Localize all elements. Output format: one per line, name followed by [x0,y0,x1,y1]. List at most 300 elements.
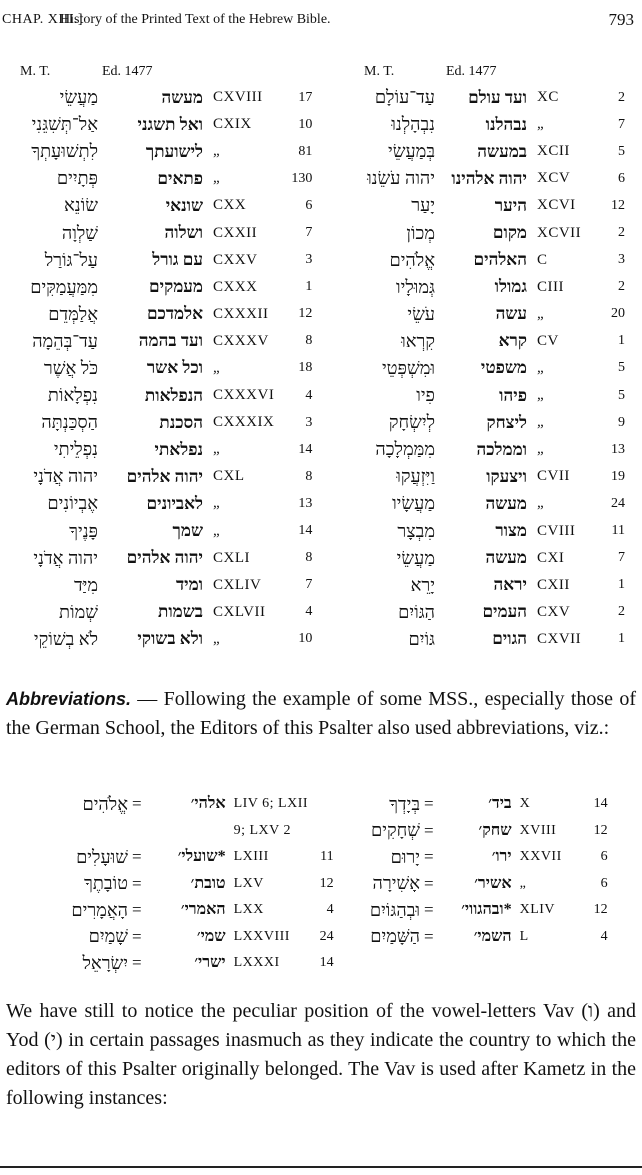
full-form: שׁוּעָלִים [76,846,128,867]
psalm-reference: LXIII [233,849,269,865]
variant-row [10,328,316,355]
verse-number: 7 [305,225,313,241]
variant-row [10,138,316,165]
equals-sign: = [132,926,142,946]
variant-row [10,545,316,572]
verse-number: 13 [298,495,313,511]
variant-row [10,490,316,517]
edition-1477-reading: לישועתך [145,141,203,161]
abbreviation-row [350,871,612,898]
psalm-number: XCII [537,143,570,160]
psalm-reference: LXX [233,902,264,918]
edition-1477-reading: מצור [495,521,527,541]
edition-1477-reading: גמולו [494,277,527,297]
edition-1477-reading: בשמות [157,602,203,622]
masoretic-reading: מִמַּמְלָכָה [375,439,435,460]
psalm-number: „ [213,143,221,160]
verse-number: 8 [305,468,313,484]
psalm-number: CXI [537,549,565,566]
edition-1477-reading: יראה [493,575,527,595]
verse-number [314,818,338,845]
masoretic-reading: עַל־גּוֹרַל [44,249,98,270]
variant-row [10,192,316,219]
variant-row [340,409,629,436]
verse-number: 10 [298,116,313,132]
abbreviated-form: *שועלי׳ [177,848,226,866]
masoretic-reading: קִרְאוּ [401,330,435,351]
variant-row [340,626,629,653]
verse-number: 2 [618,89,625,105]
full-form: הַשָּׁמַיִם [370,926,420,947]
right-variant-table [340,84,629,653]
full-form [40,818,128,845]
edition-1477-reading: העמים [482,602,527,622]
psalm-number: XCVII [537,224,582,241]
psalm-number: CXXXIX [213,414,275,431]
psalm-number: CIII [537,278,564,295]
masoretic-reading: שְׁמוֹת [59,601,98,622]
edition-1477-reading: שונאי [165,195,203,215]
psalm-number: „ [213,522,221,539]
verse-number: 130 [291,170,313,186]
abbreviation-row [350,791,612,818]
right-col-header-ed: Ed. 1477 [446,64,497,79]
equals-sign [128,818,146,845]
variant-row [340,572,629,599]
edition-1477-reading: יהוה אלהים [126,548,203,568]
equals-sign: = [132,794,142,814]
left-variant-table [10,84,316,653]
right-abbreviation-table [350,791,612,950]
psalm-reference: LXV [233,875,264,891]
variant-row [10,436,316,463]
edition-1477-reading: במעשה [477,141,527,161]
abbreviated-form: אשיר׳ [474,874,512,892]
psalm-number: CXIX [213,116,252,133]
edition-1477-reading: הנפלאות [144,385,203,405]
abbreviations-intro: — Following the example of some MSS., especially those of the German School, the Editors of this Psalter also used abbreviations, viz.: [6,688,636,739]
verse-number: 5 [618,360,625,376]
masoretic-reading: נִפְלֵיתִי [53,439,98,460]
variant-row [340,545,629,572]
variant-row [10,518,316,545]
variant-row [10,111,316,138]
masoretic-reading: יָרֵא [410,574,435,595]
psalm-reference: XXVII [519,849,562,865]
verse-number: 8 [305,333,313,349]
masoretic-reading: אֶבְיוֹנִים [47,493,98,514]
abbreviations-paragraph [6,685,636,743]
variant-row [10,274,316,301]
masoretic-reading: שַׁלְוָה [61,222,98,243]
masoretic-reading: גּוֹיִם [408,628,435,649]
masoretic-reading: יהוה אֲדֹנָי [33,466,98,487]
left-abbreviation-table [40,791,338,977]
psalm-number: CXV [537,603,571,620]
edition-1477-reading: מעשה [485,493,527,513]
masoretic-reading: מִבְצָר [397,520,435,541]
psalm-reference: LXXXI [233,955,280,971]
abbreviation-row [350,844,612,871]
psalm-reference: 9; LXV 2 [233,822,292,838]
variant-row [340,111,629,138]
psalm-number: CXL [213,468,245,485]
abbreviation-row [40,897,338,924]
verse-number: 6 [305,197,313,213]
left-col-header-mt: M. T. [20,64,51,79]
masoretic-reading: מַעֲשֵׂי [396,547,435,568]
edition-1477-reading: פיהו [499,385,527,405]
verse-number: 1 [618,577,625,593]
psalm-number: „ [537,414,545,431]
verse-number: 14 [319,955,334,971]
abbreviation-row [350,897,612,924]
verse-number: 4 [600,928,608,944]
masoretic-reading: הַסְכַּנְתָּה [41,412,98,433]
variant-row [10,355,316,382]
verse-number: 1 [305,279,313,295]
variant-row [10,219,316,246]
abbreviated-form: שמי׳ [196,927,226,945]
verse-number: 20 [611,306,625,322]
variant-row [340,192,629,219]
full-form: אֱלֹהִים [82,793,128,814]
masoretic-reading: אֲלַמְּדֵם [48,303,98,324]
verse-number: 2 [618,604,625,620]
abbreviated-form: שחק׳ [478,821,512,839]
edition-1477-reading: אלמדכם [146,304,203,324]
equals-sign: = [424,794,434,814]
verse-number: 14 [298,523,313,539]
psalm-number: CXXX [213,278,258,295]
masoretic-reading: מַעֲשָׂיו [392,493,435,514]
verse-number: 5 [618,387,625,403]
full-form: בְּיָדְךָ [389,793,420,814]
verse-number: 10 [298,631,313,647]
psalm-number: CVII [537,468,570,485]
left-col-header-ed: Ed. 1477 [102,64,153,79]
edition-1477-reading: שמך [172,521,203,541]
abbreviation-row [40,950,338,977]
verse-number: 6 [600,849,608,865]
psalm-number: CXVII [537,630,582,647]
edition-1477-reading: לאביונים [146,493,203,513]
edition-1477-reading: פתאים [157,168,203,188]
abbreviated-form: השמי׳ [473,927,512,945]
psalm-number: „ [537,441,545,458]
full-form: וּבְהַגּוֹיִם [369,899,420,920]
psalm-number: CXXV [213,251,258,268]
equals-sign: = [132,953,142,973]
psalm-number: „ [537,359,545,376]
masoretic-reading: יָעַר [411,195,435,216]
abbreviation-row [40,818,338,845]
abbreviation-row [40,924,338,951]
psalm-reference: XLIV [519,902,556,918]
variant-row [340,490,629,517]
equals-sign: = [424,873,434,893]
variant-row [340,599,629,626]
edition-1477-reading: ועד בהמה [138,331,203,351]
masoretic-reading: נִפְלָאוֹת [47,385,98,406]
masoretic-reading: עֹשֵׂי [407,303,435,324]
edition-1477-reading: נפלאתי [154,439,203,459]
edition-1477-reading: הגוים [492,629,527,649]
masoretic-reading: עַד־בְּהֵמָה [32,330,98,351]
variant-row [340,328,629,355]
psalm-number: CXXXVI [213,387,275,404]
verse-number: 7 [618,550,625,566]
masoretic-reading: אַל־תְּשִׁגֵּנִי [31,114,98,135]
masoretic-reading: כֹּל אֲשֶׁר [43,357,98,378]
verse-number: 2 [618,279,625,295]
edition-1477-reading: משפטי [480,358,527,378]
abbreviated-form [146,818,226,845]
verse-number: 13 [611,441,625,457]
variant-row [340,518,629,545]
variant-row [340,138,629,165]
verse-number: 12 [611,197,625,213]
verse-number: 24 [611,495,625,511]
masoretic-reading: מְכוֹן [406,222,435,243]
variant-row [10,463,316,490]
masoretic-reading: עַד־עוֹלָם [374,87,435,108]
abbreviation-row [350,924,612,951]
psalm-number: „ [213,359,221,376]
equals-sign: = [424,847,434,867]
variant-row [10,84,316,111]
verse-number: 12 [593,902,608,918]
page-header [0,10,642,36]
psalm-number: CXII [537,576,570,593]
abbreviated-form: טובת׳ [190,874,226,892]
verse-number: 8 [305,550,313,566]
verse-number: 12 [593,822,608,838]
right-col-header-mt: M. T. [364,64,395,79]
edition-1477-reading: מעשה [161,87,203,107]
masoretic-reading: לֹא בְשׁוֹקֵי [33,628,98,649]
page-number: 793 [608,10,634,29]
psalm-number: „ [537,116,545,133]
masoretic-reading: וּמִשְׁפְּטֵי [381,357,435,378]
chapter-label: CHAP. XIII.] [2,12,84,27]
verse-number: 3 [305,414,313,430]
psalm-number: CXLVII [213,603,266,620]
verse-number: 14 [593,796,608,812]
verse-number: 3 [305,252,313,268]
verse-number: 11 [611,523,625,539]
abbreviation-row [350,818,612,845]
masoretic-reading: וַיִּזְעֲקוּ [396,466,435,487]
full-form: טוֹבָתֶךָ [84,873,128,894]
edition-1477-reading: היער [494,195,527,215]
psalm-reference: „ [519,875,527,891]
abbreviated-form: *ובהגווי׳ [461,901,512,919]
abbreviated-form: ביד׳ [488,795,512,813]
psalm-reference: XVIII [519,822,557,838]
verse-number: 2 [618,225,625,241]
psalm-number: XCV [537,170,571,187]
edition-1477-reading: ויצעקו [486,466,527,486]
psalm-reference: X [519,796,531,812]
psalm-number: „ [537,387,545,404]
equals-sign: = [132,873,142,893]
variant-row [10,409,316,436]
psalm-number: C [537,251,548,268]
masoretic-reading: אֱלֹהִים [389,249,435,270]
edition-1477-reading: מקום [492,223,527,243]
masoretic-reading: מִמַּעֲמַקִּים [30,276,98,297]
psalm-reference: LIV 6; LXII [233,796,309,812]
masoretic-reading: מִיַּד [73,574,98,595]
masoretic-reading: פָּנֶיךָ [69,520,98,541]
bottom-rule [0,1166,642,1168]
verse-number: 3 [618,252,625,268]
abbreviation-row [40,791,338,818]
psalm-number: CXXXV [213,332,269,349]
psalm-reference: LXXVIII [233,928,290,944]
edition-1477-reading: עשה [495,304,527,324]
variant-row [340,436,629,463]
closing-paragraph: We have still to notice the peculiar position of the vowel-letters Vav (ו) and Yod (י) in certain passages inasmuch as they indicate the country to which the editors of this Psalter originally belonged. The Vav is used after Kametz in the following instances: [6,1000,637,1109]
verse-number: 4 [326,902,334,918]
equals-sign: = [424,820,434,840]
verse-number: 5 [618,143,625,159]
edition-1477-reading: מעמקים [149,277,203,297]
equals-sign: = [424,900,434,920]
verse-number: 7 [305,577,313,593]
edition-1477-reading: האלהים [473,250,527,270]
edition-1477-reading: קרא [498,331,527,351]
edition-1477-reading: ועד עולם [468,87,527,107]
abbreviation-row [40,871,338,898]
edition-1477-reading: ושלוה [164,223,203,243]
abbreviated-form: ישרי׳ [194,954,226,972]
psalm-number: XCVI [537,197,576,214]
masoretic-reading: יהוה אֲדֹנָי [33,547,98,568]
psalm-number: CXVIII [213,89,263,106]
masoretic-reading: יהוה עֹשֵׂנוּ [367,168,435,189]
abbreviation-row [40,844,338,871]
abbreviated-form: האמרי׳ [180,901,226,919]
verse-number: 14 [298,441,313,457]
psalm-number: „ [213,170,221,187]
running-title: History of the Printed Text of the Hebrew Bible. [60,12,331,27]
abbreviations-heading: Abbreviations. [6,689,132,709]
edition-1477-reading: ליצחק [486,412,527,432]
variant-row [340,382,629,409]
psalm-number: „ [213,630,221,647]
edition-1477-reading: ואל תשגני [137,114,203,134]
edition-1477-reading: נבהלנו [485,114,527,134]
edition-1477-reading: וממלכה [476,439,527,459]
variant-row [340,301,629,328]
verse-number: 6 [618,170,625,186]
masoretic-reading: בְּמַעֲשֵׂי [388,141,435,162]
variant-row [10,572,316,599]
verse-number: 4 [305,387,313,403]
psalm-number: „ [213,495,221,512]
equals-sign: = [132,847,142,867]
psalm-number: CXX [213,197,247,214]
verse-number: 1 [618,631,625,647]
verse-number: 19 [611,468,625,484]
psalm-number: „ [537,495,545,512]
full-form: אָשִׁירָה [372,873,420,894]
abbreviated-form: ירו׳ [491,848,512,866]
psalm-reference: L [519,928,529,944]
masoretic-reading: פְּתָיִים [56,168,98,189]
edition-1477-reading: מעשה [485,548,527,568]
variant-row [10,247,316,274]
verse-number [314,791,338,818]
equals-sign: = [132,900,142,920]
edition-1477-reading: ולא בשוקי [137,629,203,649]
masoretic-reading: מַעֲשֵׂי [59,87,98,108]
verse-number: 18 [298,360,313,376]
variant-row [340,463,629,490]
psalm-number: CVIII [537,522,576,539]
masoretic-reading: שׂוֹנֵא [63,195,98,216]
edition-1477-reading: הסכנת [159,412,203,432]
psalm-number: CXLIV [213,576,262,593]
variant-row [10,382,316,409]
edition-1477-reading: עם גורל [152,250,203,270]
variant-row [340,274,629,301]
psalm-number: CXLI [213,549,250,566]
masoretic-reading: לִתְשׁוּעָתְךָ [31,141,98,162]
edition-1477-reading: ומיד [175,575,203,595]
edition-1477-reading: יהוה אלהים [126,466,203,486]
abbreviated-form: אלהי׳ [190,795,226,813]
full-form: הָאֲמָרִים [71,899,128,920]
psalm-number: „ [213,441,221,458]
psalm-number: „ [537,305,545,322]
psalm-number: CV [537,332,559,349]
verse-number: 7 [618,116,625,132]
variant-row [10,599,316,626]
variant-row [10,626,316,653]
verse-number: 1 [618,333,625,349]
verse-number: 11 [320,849,334,865]
verse-number: 6 [600,875,608,891]
variant-row [340,165,629,192]
psalm-number: CXXII [213,224,258,241]
psalm-number: XC [537,89,559,106]
masoretic-reading: הַגּוֹיִם [398,601,435,622]
verse-number: 81 [298,143,313,159]
variant-row [10,301,316,328]
full-form: שְׁחָקִים [371,820,420,841]
psalm-number: CXXXII [213,305,269,322]
masoretic-reading: גְּמוּלָיו [396,276,435,297]
full-form: יָרוּם [390,846,420,867]
masoretic-reading: נִבְהָלְנוּ [391,114,435,135]
verse-number: 24 [319,928,334,944]
masoretic-reading: פִיו [416,385,435,406]
verse-number: 12 [298,306,313,322]
masoretic-reading: לְיִשְׂחָק [388,412,435,433]
edition-1477-reading: וכל אשר [146,358,203,378]
verse-number: 4 [305,604,313,620]
edition-1477-reading: יהוה אלהינו [451,168,527,188]
variant-row [340,355,629,382]
equals-sign: = [424,926,434,946]
variant-row [340,247,629,274]
full-form: יִשְׂרָאֵל [82,952,128,973]
verse-number: 12 [319,875,334,891]
verse-number: 17 [298,89,313,105]
